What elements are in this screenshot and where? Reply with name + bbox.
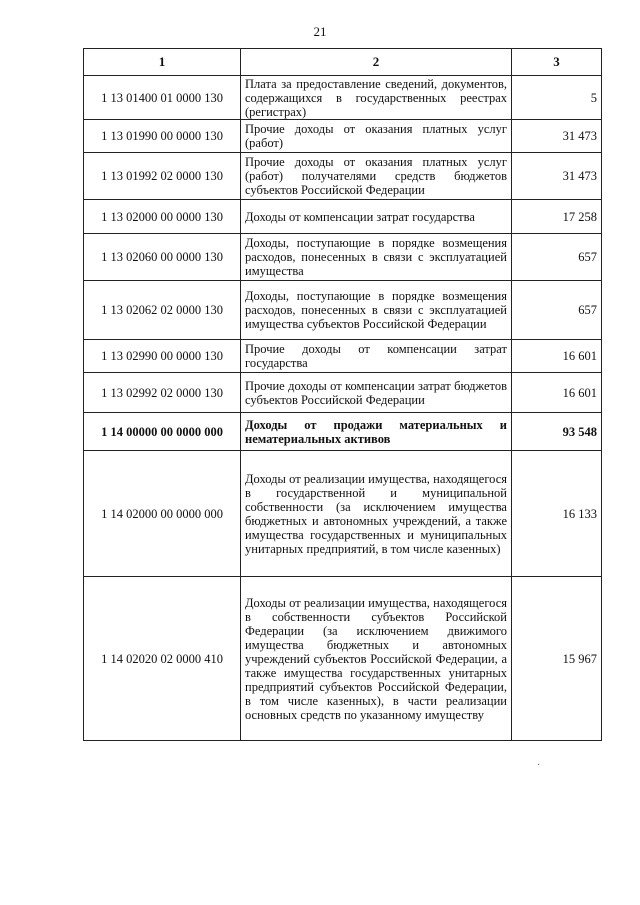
row-code: 1 14 02000 00 0000 000: [84, 451, 241, 577]
row-code: 1 13 02000 00 0000 130: [84, 200, 241, 234]
row-description: Доходы от продажи материальных и нематериальных активов: [241, 413, 512, 451]
row-code: 1 13 01992 02 0000 130: [84, 153, 241, 200]
row-amount: 93 548: [512, 413, 602, 451]
table-row: [84, 234, 602, 281]
row-description: Доходы от реализации имущества, находящегося в государственной и муниципальной собственности (за исключением имущества бюджетных и автономных учреждений, а также имущества государственных и муниципальных унитарных предприятий, в том числе казенных): [241, 451, 512, 577]
table-row: [84, 200, 602, 234]
table-body: [84, 76, 602, 741]
row-amount: 657: [512, 234, 602, 281]
row-amount: 31 473: [512, 120, 602, 153]
row-amount: 31 473: [512, 153, 602, 200]
row-description: Прочие доходы от компенсации затрат бюджетов субъектов Российской Федерации: [241, 373, 512, 413]
row-amount: 16 601: [512, 373, 602, 413]
page-number: 21: [313, 24, 327, 39]
row-description: Прочие доходы от компенсации затрат государства: [241, 340, 512, 373]
column-header-3: 3: [512, 49, 602, 76]
row-amount: 16 133: [512, 451, 602, 577]
row-description: Доходы, поступающие в порядке возмещения расходов, понесенных в связи с эксплуатацией имущества: [241, 234, 512, 281]
row-code: 1 13 02990 00 0000 130: [84, 340, 241, 373]
row-amount: 16 601: [512, 340, 602, 373]
column-header-1: 1: [84, 49, 241, 76]
row-description: Доходы от реализации имущества, находящегося в собственности субъектов Российской Федерации (за исключением движимого имущества бюджетных и автономных учреждений субъектов Российской Федерации, а также имущества государственных унитарных предприятий субъектов Российской Федерации, в том числе казенных), в части реализации основных средств по указанному имуществу: [241, 577, 512, 741]
row-code: 1 14 02020 02 0000 410: [84, 577, 241, 741]
table-row: [84, 373, 602, 413]
row-amount: 657: [512, 281, 602, 340]
table-row: [84, 76, 602, 120]
row-code: 1 13 02060 00 0000 130: [84, 234, 241, 281]
row-code: 1 13 01990 00 0000 130: [84, 120, 241, 153]
row-amount: 15 967: [512, 577, 602, 741]
table-row: [84, 153, 602, 200]
table-row: [84, 451, 602, 577]
table-header-row: [84, 49, 602, 76]
table-row: [84, 281, 602, 340]
row-description: Прочие доходы от оказания платных услуг (работ) получателями средств бюджетов субъектов Российской Федерации: [241, 153, 512, 200]
row-code: 1 13 01400 01 0000 130: [84, 76, 241, 120]
row-code: 1 13 02062 02 0000 130: [84, 281, 241, 340]
row-description: Доходы, поступающие в порядке возмещения расходов, понесенных в связи с эксплуатацией имущества субъектов Российской Федерации: [241, 281, 512, 340]
table-row-section-total: [84, 413, 602, 451]
table-row: [84, 340, 602, 373]
row-description: Доходы от компенсации затрат государства: [241, 200, 512, 234]
budget-revenue-table: [83, 48, 602, 741]
table-row: [84, 120, 602, 153]
scan-artifact-dot: ·: [537, 760, 541, 771]
row-code: 1 14 00000 00 0000 000: [84, 413, 241, 451]
table-row: [84, 577, 602, 741]
row-description: Прочие доходы от оказания платных услуг (работ): [241, 120, 512, 153]
column-header-2: 2: [241, 49, 512, 76]
row-code: 1 13 02992 02 0000 130: [84, 373, 241, 413]
row-amount: 17 258: [512, 200, 602, 234]
row-amount: 5: [512, 76, 602, 120]
row-description: Плата за предоставление сведений, документов, содержащихся в государственных реестрах (регистрах): [241, 76, 512, 120]
